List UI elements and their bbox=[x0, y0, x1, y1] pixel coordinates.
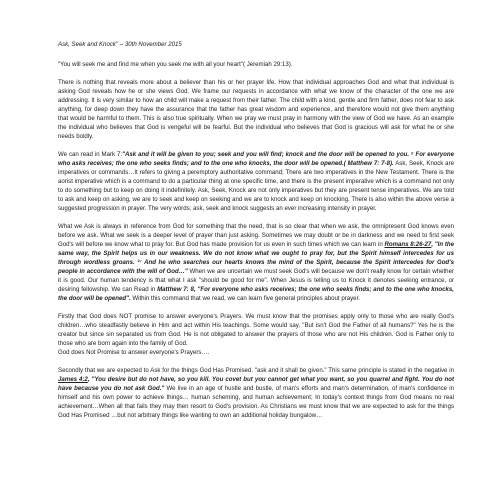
paragraph-prayer-life: There is nothing that reveals more about a believer than his or her prayer life. How that individual approaches God and what that individual is asking God reveals how he or she views God. We frame our requests in accordance with what we know of the character of the one we are addressing. It is very similar to how an child will make a request from their father. The child with a kind, gentle and firm father, does not fear to ask anything, for deep down they have the assurance that the father has great wisdom and experience, and therefore would not give them anything that would be harmful to them. This is also true spiritually. When we pray we must pray in harmony with the view of God we have. As an example the individual who believes that God is vengeful will be fearful. But the individual who believes that God is gracious will ask for what he or she needs boldly. bbox=[58, 79, 454, 140]
scripture-quote: , "You desire but do not have, so you kill. You covet but you cannot get what you want, so you quarrel and fight. You do not have because you do not ask God." bbox=[58, 376, 454, 392]
paragraph-secondly bbox=[58, 366, 454, 420]
document-page bbox=[58, 40, 454, 429]
scripture-reference: James 4:2 bbox=[58, 376, 88, 383]
paragraph-text: Within this command that we read, we can learn five general principles about prayer. bbox=[130, 295, 360, 302]
paragraph-text: We can read in Mark 7: bbox=[58, 151, 123, 158]
scripture-reference: Romans 8:26-27 bbox=[384, 241, 432, 248]
paragraph-firstly: Firstly that God does NOT promise to answer everyone's Prayers. We must know that the promises apply only to those who are really God's children…who steadfastly believe in Him and act within His teachings. Some would say, "But isn't God the Father of all humans?" Yes he is the creator but since sin separated us from God. He is not obligated to answer the prayers of those who are not His children. God is Father only to those who are born again into the family of God. bbox=[58, 313, 454, 347]
opening-verse: "You will seek me and find me when you seek me with all your heart"( Jeremiah 29:13). bbox=[58, 61, 293, 68]
paragraph-ask-seek-knock bbox=[58, 222, 454, 303]
document-title: Ask, Seek and Knock" – 30th November 2015 bbox=[58, 41, 182, 48]
paragraph-text: What we Ask is always in reference from God for something that the need, that is so clear that when we ask, the omnipresent God knows even before we ask. What we seek is a deeper level of prayer than just asking. Sometimes we may doubt or be in darkness and we need to first seek God's will before we know what to pray for. But God has made provision for us even in such times which we can learn in bbox=[58, 223, 454, 248]
paragraph-firstly-summary: God does Not Promise to answer everyone's Prayers…. bbox=[58, 349, 210, 356]
paragraph-imperatives bbox=[58, 150, 454, 213]
paragraph-text: We live in an age of hustle and bustle, of man's efforts and man's determination, of man's confidence in himself and his own power to achieve things… human scheming, and human achievement; In today's context things from God means no real achievement…When all that fails they may then resort to God's provision. As Christians we must know that we are expected to ask for the things God Has Promised …but not arbitrary things like wanting to own an additional holiday bungalow… bbox=[58, 385, 454, 419]
scripture-quote: "Ask and it will be given to you; seek and you will find; knock and the door will be opened to you. ⁸ For everyone who asks receives; the one who seeks finds; and to the one who knocks, the door will be opened.( Matthew 7: 7-8). bbox=[58, 151, 454, 167]
paragraph-text: Secondly that we are expected to Ask for the things God Has Promised. "ask and it shall be given." This same principle is stated in the negative in bbox=[58, 367, 454, 374]
scripture-quote: , "In the same way, the Spirit helps us in our weakness. We do not know what we ought to pray for, but the Spirit himself intercedes for us through wordless groans. ²⁷ And he who searches our hearts knows the mind of the Spirit, because the Spirit intercedes for God's people in accordance with the will of God…" bbox=[58, 241, 454, 275]
scripture-quote: Matthew 7: 8, "For everyone who asks receives; the one who seeks finds; and to the one who knocks, the door will be opened". bbox=[58, 286, 454, 302]
paragraph-text: Ask, Seek, Knock are imperatives or commands…It refers to giving a peremptory authoritative command; There are two imperatives in the New Testament. There is the aorist imperative which is a command to do a particular thing at one specific time, and there is the present imperative which is a command not only to do something but to keep on doing it indefinitely. Ask, Seek, Knock are not only imperatives but they are present tense imperatives. We are told to ask and keep on asking, we are to seek and keep on seeking and we are to knock and keep on knocking. There is also within the above verse a suggested progression in prayer. The very words; ask, seek and knock suggests an ever increasing intensity in prayer. bbox=[58, 160, 454, 212]
paragraph-text: When we are uncertain we must seek God's will because we don't really know for certain whether it is good. Our human tendency is that what I ask "should be good for me". When Jesus is telling us to Knock it denotes seeking entrance, or desiring fellowship. We can Read in bbox=[58, 268, 454, 293]
